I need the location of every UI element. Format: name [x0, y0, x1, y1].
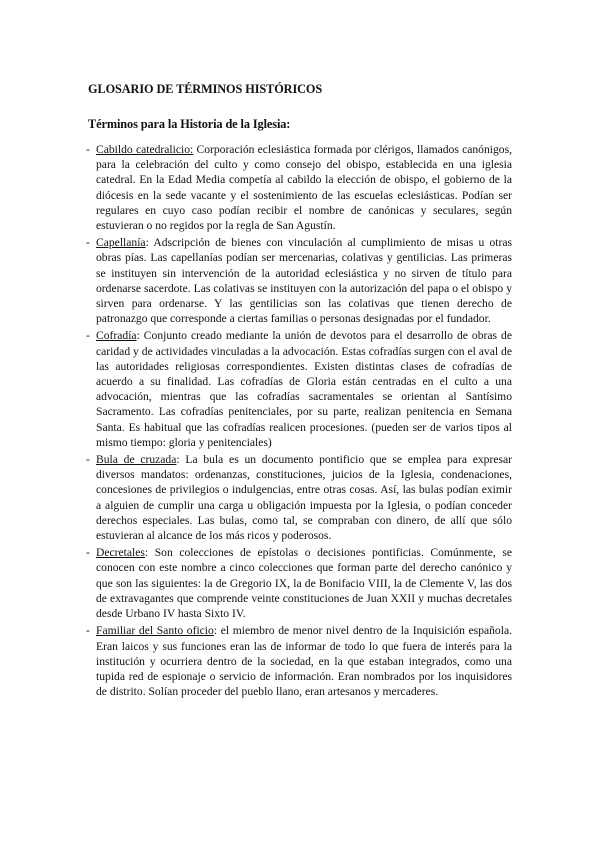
- list-bullet: -: [86, 453, 90, 467]
- list-bullet: -: [86, 329, 90, 343]
- glossary-definition: : el miembro de menor nivel dentro de la Inquisición española. Eran laicos y sus funciones eran las de informar de todo lo que fuera de interés para la institución y ocurriera dentro de la sociedad, en la que estaban integrados, como una tupida red de espionaje o servicio de información. Eran nombrados por los inquisidores de distrito. Solían proceder del pueblo llano, eran artesanos y mercaderes.: [96, 624, 512, 699]
- glossary-entry: [88, 235, 512, 326]
- glossary-entry: [88, 142, 512, 233]
- glossary-term: Decretales: [96, 546, 145, 560]
- glossary-definition: : Conjunto creado mediante la unión de devotos para el desarrollo de obras de caridad y de actividades vinculadas a la advocación. Estas cofradías surgen con el aval de las autoridades religiosas correspondientes. Existen distintas clases de cofradías de acuerdo a su finalidad. Las cofradías de Gloria están centradas en el culto a una advocación, mientras que las cofradías sacramentales se orientan al Santísimo Sacramento. Las cofradías penitenciales, por su parte, realizan penitencia en Semana Santa. Es habitual que las cofradías realicen procesiones. (pueden ser de varios tipos al mismo tiempo: gloria y penitenciales): [96, 329, 512, 449]
- glossary-term: Capellanía: [96, 236, 146, 250]
- glossary-term: Bula de cruzada: [96, 453, 177, 467]
- section-title: Términos para la Historia de la Iglesia:: [88, 117, 291, 131]
- glossary-definition: : La bula es un documento pontificio que se emplea para expresar diversos mandatos: ordenanzas, constituciones, juicios de la Iglesia, condenaciones, concesiones de privilegios o indulgencias, entre otras cosas. Así, las bulas podían eximir a alguien de cumplir una carga u obligación impuesta por la Iglesia, o podían conceder derechos especiales. Las bulas, como tal, se compraban con dinero, de allí que sólo estuvieran al alcance de los más ricos y poderosos.: [96, 453, 512, 543]
- list-bullet: -: [86, 546, 90, 560]
- list-bullet: -: [86, 143, 90, 156]
- glossary-definition: Corporación eclesiástica formada por clérigos, llamados canónigos, para la celebración del culto y como consejo del obispo, establecida en una iglesia catedral. En la Edad Media competía al cabildo la elección de obispo, el gobierno de la diócesis en la sede vacante y el sostenimiento de las escuelas eclesiásticas. Podían ser regulares en cuyo caso podían recibir el nombre de canónicas y seculares, según estuvieran o no regidos por la regla de San Agustín.: [96, 143, 512, 233]
- list-bullet: -: [86, 624, 90, 638]
- list-bullet: -: [86, 236, 90, 250]
- glossary-definition: : Son colecciones de epístolas o decisiones pontificias. Comúnmente, se conocen con este nombre a cinco colecciones que forman parte del derecho canónico y que son las siguientes: la de Gregorio IX, la de Bonifacio VIII, la de Clemente V, las dos de extravagantes que comprende veinte constituciones de Juan XXII y muchas decretales desde Urbano IV hasta Sixto IV.: [96, 546, 512, 621]
- glossary-term: Cabildo catedralicio:: [96, 143, 194, 156]
- glossary-entry: [88, 452, 512, 543]
- glossary-term: Familiar del Santo oficio: [96, 624, 214, 638]
- glossary-term: Cofradía: [96, 329, 137, 343]
- glossary-entry: [88, 545, 512, 621]
- glossary-definition: : Adscripción de bienes con vinculación al cumplimiento de misas u otras obras pías. Las capellanías podían ser mercenarias, colativas y gentilicias. Las primeras se instituyen sin intervención de la autoridad eclesiástica y no sirven de título para ordenarse sacerdote. Las colativas se instituyen con la autorización del papa o el obispo y sirven para ordenarse. Y las gentilicias son las colativas que tienen derecho de patronazgo que corresponde a ciertas familias o personas designadas por el fundador.: [96, 236, 512, 326]
- glossary-entry: [88, 328, 512, 450]
- document-title: GLOSARIO DE TÉRMINOS HISTÓRICOS: [88, 82, 323, 96]
- glossary-list: [88, 142, 512, 699]
- glossary-entry: [88, 623, 512, 699]
